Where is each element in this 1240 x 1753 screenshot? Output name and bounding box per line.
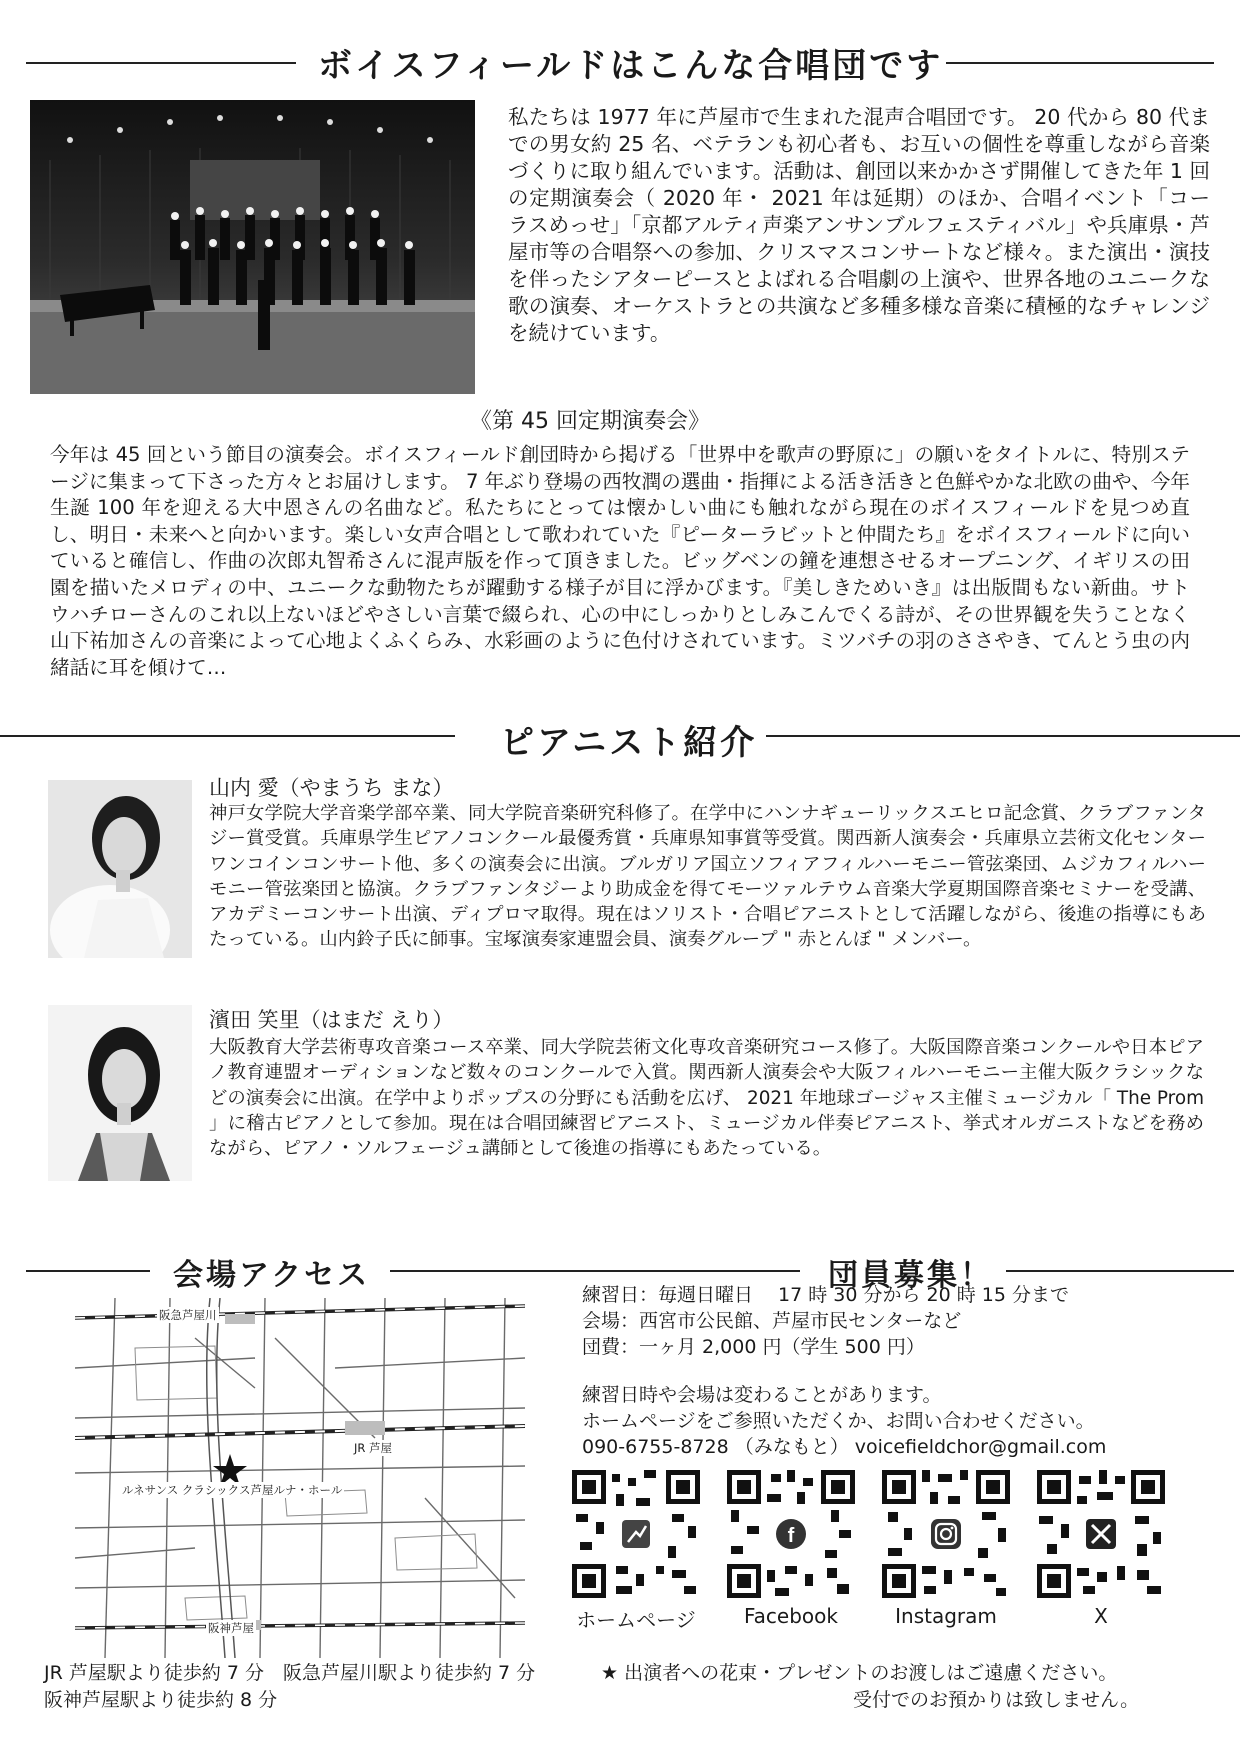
qr-label-homepage: ホームページ [576,1608,696,1632]
access-rule-right [390,1270,800,1272]
venue-map [75,1298,525,1658]
intro-text: 私たちは 1977 年に芦屋市で生まれた混声合唱団です。 20 代から 80 代までの男女約 25 名、ベテランも初心者も、お互いの個性を尊重しながら音楽づくりに取り組んでいます。活動は、創団以来かかさず開催してきた年 1 回の定期演奏会（ 2020 年・ 2021 年は延期）のほか、合唱イベント「コーラスめっせ」「京都アルティ声楽アンサンブルフェスティバル」や兵庫県・芦屋市等の合唱祭への参加、クリスマスコンサートなど様々。また演出・演技を伴ったシアターピースとよばれる合唱劇の上演や、世界各地のユニークな歌の演奏、オーケストラとの共演など多種多様な音楽に積極的なチャレンジを続けています。 [508,105,1210,345]
facebook-icon: f [787,1525,795,1547]
map-label-venue: ルネサンス クラシックス芦屋ルナ・ホール [122,1483,343,1497]
qr-homepage[interactable] [572,1470,700,1598]
notice-line-1: 受付でのお預かりは致しません。 [853,1689,1140,1711]
map-label-jr: JR 芦屋 [354,1441,393,1455]
pianists-rule-right [766,735,1240,737]
recruit-rule-right [1006,1270,1234,1272]
pianist-2-name: 濱田 笑里（はまだ えり） [209,1008,454,1032]
recruit-line-1: 会場：西宮市公民館、芦屋市民センターなど [582,1310,962,1332]
qr-label-instagram: Instagram [895,1604,997,1628]
pianist-2-bio: 大阪教育大学芸術専攻音楽コース卒業、同大学院芸術文化専攻音楽研究コース修了。大阪国際音楽コンクールや日本ピアノ教育連盟オーディションなど数々のコンクールで入賞。関西新人演奏会や大阪フィルハーモニー主催大阪クラシックなどの演奏会に出演。在学中よりポップスの分野にも活動を広げ、 2021 年地球ゴージャス主催ミュージカル「 The Prom 」に稽古ピアノとして参加。現在は合唱団練習ピアニスト、ミュージカル伴奏ピアニスト、挙式オルガニストなどを務めながら、ピアノ・ソルフェージュ講師として後進の指導にもあたっている。 [209,1037,1204,1160]
contact-info[interactable]: 090-6755-8728 （みなもと） voicefieldchor@gmail.com [582,1436,1107,1458]
recruit-line-0: 練習日：毎週日曜日 17 時 30 分から 20 時 15 分まで [582,1284,1070,1306]
directions-line-0: JR 芦屋駅より徒歩約 7 分 阪急芦屋川駅より徒歩約 7 分 [44,1662,536,1684]
recruit-note-0: 練習日時や会場は変わることがあります。 [582,1384,942,1406]
page-title: ボイスフィールドはこんな合唱団です [318,46,944,86]
concert-text: 今年は 45 回という節目の演奏会。ボイスフィールド創団時から掲げる「世界中を歌声の野原に」の願いをタイトルに、特別ステージに集まって下さった方々とお届けします。 7 年ぶり登場の西牧潤の選曲・指揮による活き活きと色鮮やかな北欧の曲や、今年生誕 100 年を迎える大中恩さんの名曲など。私たちにとっては懐かしい曲にも触れながら現在のボイスフィールドを見つめ直し、明日・未来へと向かいます。楽しい女声合唱として歌われていた『ピーターラビットと仲間たち』をボイスフィールドに向いていると確信し、作曲の次郎丸智希さんに混声版を作って頂きました。ビッグベンの鐘を連想させるオープニング、イギリスの田園を描いたメロディの中、ユニークな動物たちが躍動する様子が目に浮かびます。『美しきためいき』は出版間もない新曲。サトウハチローさんのこれ以上ないほどやさしい言葉で綴られ、心の中にしっかりとしみこんでくる詩が、その世界観を失うことなく山下祐加さんの音楽によって心地よくふくらみ、水彩画のように色付けされています。ミツバチの羽のささやき、てんとう虫の内緒話に耳を傾けて… [50,443,1190,679]
qr-label-x: X [1094,1604,1108,1628]
access-rule-left [26,1270,150,1272]
qr-x[interactable] [1037,1470,1165,1598]
recruit-line-2: 団費：一ヶ月 2,000 円（学生 500 円） [582,1336,925,1358]
choir-concert-photo [30,100,475,394]
access-heading: 会場アクセス [173,1258,371,1293]
pianist-1-name: 山内 愛（やまうち まな） [209,776,454,800]
recruit-heading: 団員募集！ [828,1258,993,1293]
map-label-hankyu: 阪急芦屋川 [159,1308,217,1322]
header-rule-left [26,62,296,64]
header-rule-right [946,62,1214,64]
notice-line-0: ★ 出演者への花束・プレゼントのお渡しはご遠慮ください。 [601,1662,1118,1684]
pianists-rule-left [0,735,455,737]
pianist-1-bio: 神戸女学院大学音楽学部卒業、同大学院音楽研究科修了。在学中にハンナギューリックスエヒロ記念賞、クラブファンタジー賞受賞。兵庫県学生ピアノコンクール最優秀賞・兵庫県知事賞等受賞。関西新人演奏会・兵庫県立芸術文化センターワンコインコンサート他、多くの演奏会に出演。ブルガリア国立ソフィアフィルハーモニー管弦楽団、ムジカフィルハーモニー管弦楽団と協演。クラブファンタジーより助成金を得てモーツァルテウム音楽大学夏期国際音楽セミナーを受講、アカデミーコンサート出演、ディプロマ取得。現在はソリスト・合唱ピアニストとして活躍しながら、後進の指導にもあたっている。山内鈴子氏に師事。宝塚演奏家連盟会員、演奏グループ " 赤とんぼ " メンバー。 [209,803,1206,951]
directions-line-1: 阪神芦屋駅より徒歩約 8 分 [44,1689,278,1711]
pianists-heading: ピアニスト紹介 [500,723,758,763]
recruit-note-1: ホームページをご参照いただくか、お問い合わせください。 [582,1410,1095,1432]
concert-title: 《第 45 回定期演奏会》 [470,409,710,434]
qr-facebook[interactable] [727,1470,855,1598]
qr-label-facebook: Facebook [744,1604,838,1628]
map-label-hanshin: 阪神芦屋 [208,1621,254,1635]
pianist-1-photo [48,780,192,958]
qr-instagram[interactable] [882,1470,1010,1598]
pianist-2-photo [48,1005,192,1181]
